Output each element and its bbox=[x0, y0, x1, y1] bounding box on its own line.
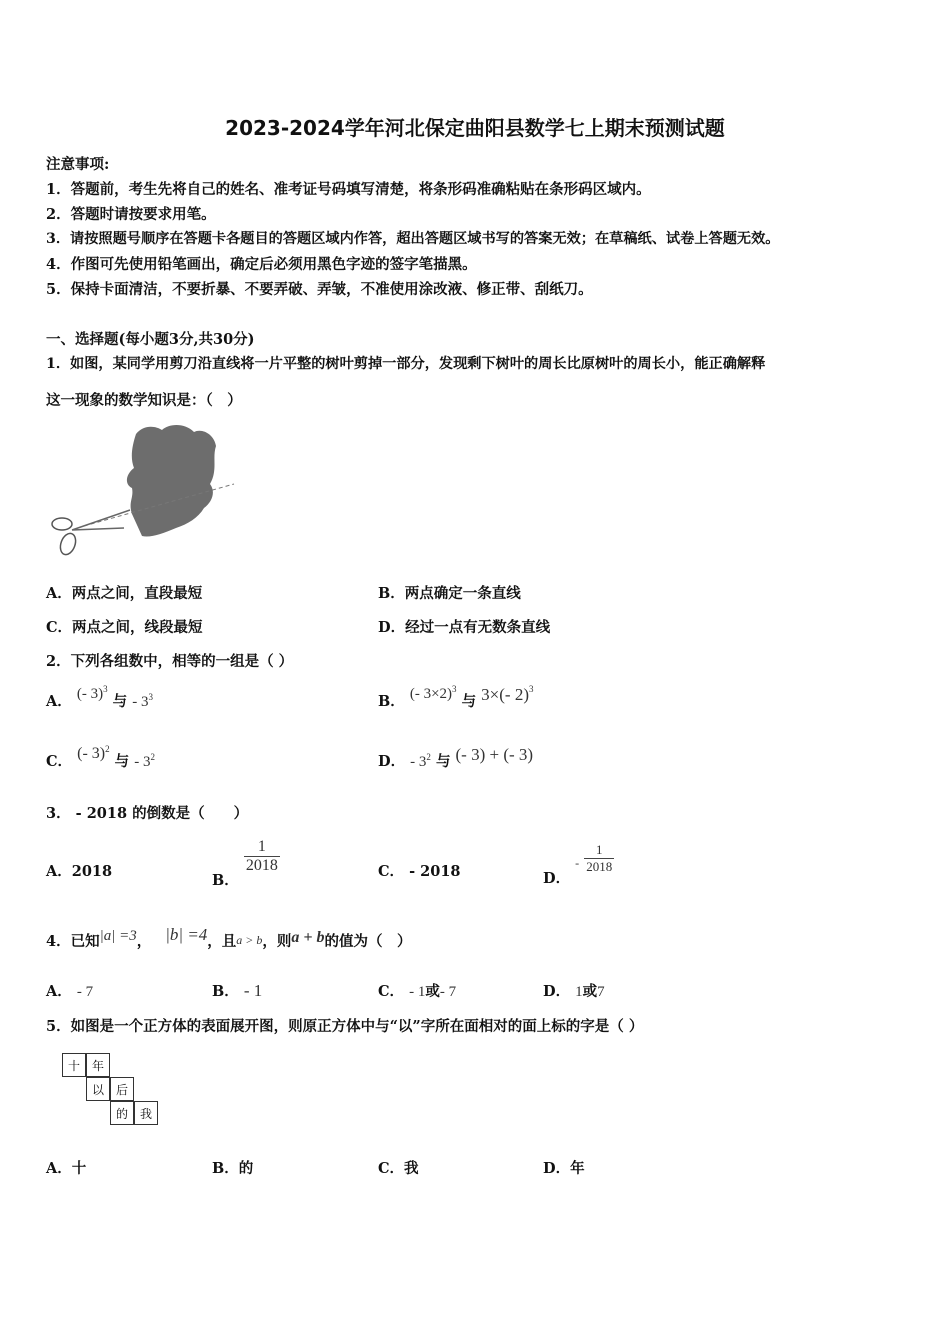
section-heading: 一、选择题(每小题3分,共30分) bbox=[46, 331, 255, 348]
q5-option-b: B．的 bbox=[212, 1160, 254, 1177]
q5-option-d: D．年 bbox=[543, 1160, 585, 1177]
net-cell: 我 bbox=[134, 1101, 158, 1125]
q5-option-c: C．我 bbox=[378, 1160, 419, 1177]
question-2-stem: 2．下列各组数中，相等的一组是（ ） bbox=[46, 653, 294, 670]
q3-option-d: D． $_-$ $\frac{1}{2018}$ bbox=[543, 842, 613, 887]
q5-option-a: A．十 bbox=[46, 1160, 87, 1177]
page-title: 2023-2024学年河北保定曲阳县数学七上期末预测试题 bbox=[225, 116, 725, 140]
q4-option-b: B． - 1 bbox=[212, 981, 263, 1000]
q3-option-a: A．2018 bbox=[46, 863, 113, 880]
net-cell: 十 bbox=[62, 1053, 86, 1077]
q1-option-b: B．两点确定一条直线 bbox=[378, 585, 521, 602]
question-1-stem: 1．如图，某同学用剪刀沿直线将一片平整的树叶剪掉一部分，发现剩下树叶的周长比原树叶的周长小，能正确解释 bbox=[46, 356, 766, 372]
question-4-stem: 4．已知|a| =3， |b| =4，且a > b，则a + b的值为（ ） bbox=[46, 925, 412, 950]
notice-item: 3．请按照题号顺序在答题卡各题目的答题区域内作答，超出答题区域书写的答案无效；在草稿纸、试卷上答题无效。 bbox=[46, 231, 780, 247]
net-cell: 的 bbox=[110, 1101, 134, 1125]
q1-option-c: C．两点之间，线段最短 bbox=[46, 619, 203, 636]
question-1-stem-cont: 这一现象的数学知识是：（ ） bbox=[46, 392, 242, 409]
q4-option-d: D． 1或7 bbox=[543, 983, 605, 1000]
notice-item: 2．答题时请按要求用笔。 bbox=[46, 206, 216, 223]
question-5-stem: 5．如图是一个正方体的表面展开图，则原正方体中与“以”字所在面相对的面上标的字是（ ） bbox=[46, 1018, 644, 1035]
net-cell: 后 bbox=[110, 1077, 134, 1101]
q2-option-c: C． (- 3)$^2$ 与 - $3^2$ bbox=[46, 744, 155, 770]
net-cell: 以 bbox=[86, 1077, 110, 1101]
q3-option-c: C． - 2018 bbox=[378, 863, 461, 880]
notice-item: 5．保持卡面清洁，不要折暴、不要弄破、弄皱，不准使用涂改液、修正带、刮纸刀。 bbox=[46, 281, 593, 298]
q2-option-b: B． (- 3×2)$^3$ 与 3×(- 2)$^3$ bbox=[378, 684, 534, 710]
net-cell: 年 bbox=[86, 1053, 110, 1077]
cube-net-figure bbox=[62, 1053, 166, 1129]
q2-option-d: D． - $3^2$ 与 (- 3) + (- 3) bbox=[378, 745, 534, 770]
q4-option-a: A． - 7 bbox=[46, 983, 94, 1000]
notice-heading: 注意事项: bbox=[46, 156, 110, 173]
q1-option-d: D．经过一点有无数条直线 bbox=[378, 619, 551, 636]
notice-item: 1．答题前，考生先将自己的姓名、准考证号码填写清楚，将条形码准确粘贴在条形码区域内。 bbox=[46, 181, 651, 198]
q3-option-b: B． $\frac{1}{2018}$ bbox=[212, 838, 278, 889]
question-3-stem: 3． - 2018 的倒数是（ ） bbox=[46, 805, 249, 822]
q1-option-a: A．两点之间，直段最短 bbox=[46, 585, 203, 602]
notice-item: 4．作图可先使用铅笔画出，确定后必须用黑色字迹的签字笔描黑。 bbox=[46, 256, 477, 273]
q4-option-c: C． - 1或- 7 bbox=[378, 983, 457, 1000]
q2-option-a: A． (- 3)$^3$ 与 - $3^3$ bbox=[46, 684, 153, 710]
leaf-scissors-figure bbox=[44, 418, 244, 563]
